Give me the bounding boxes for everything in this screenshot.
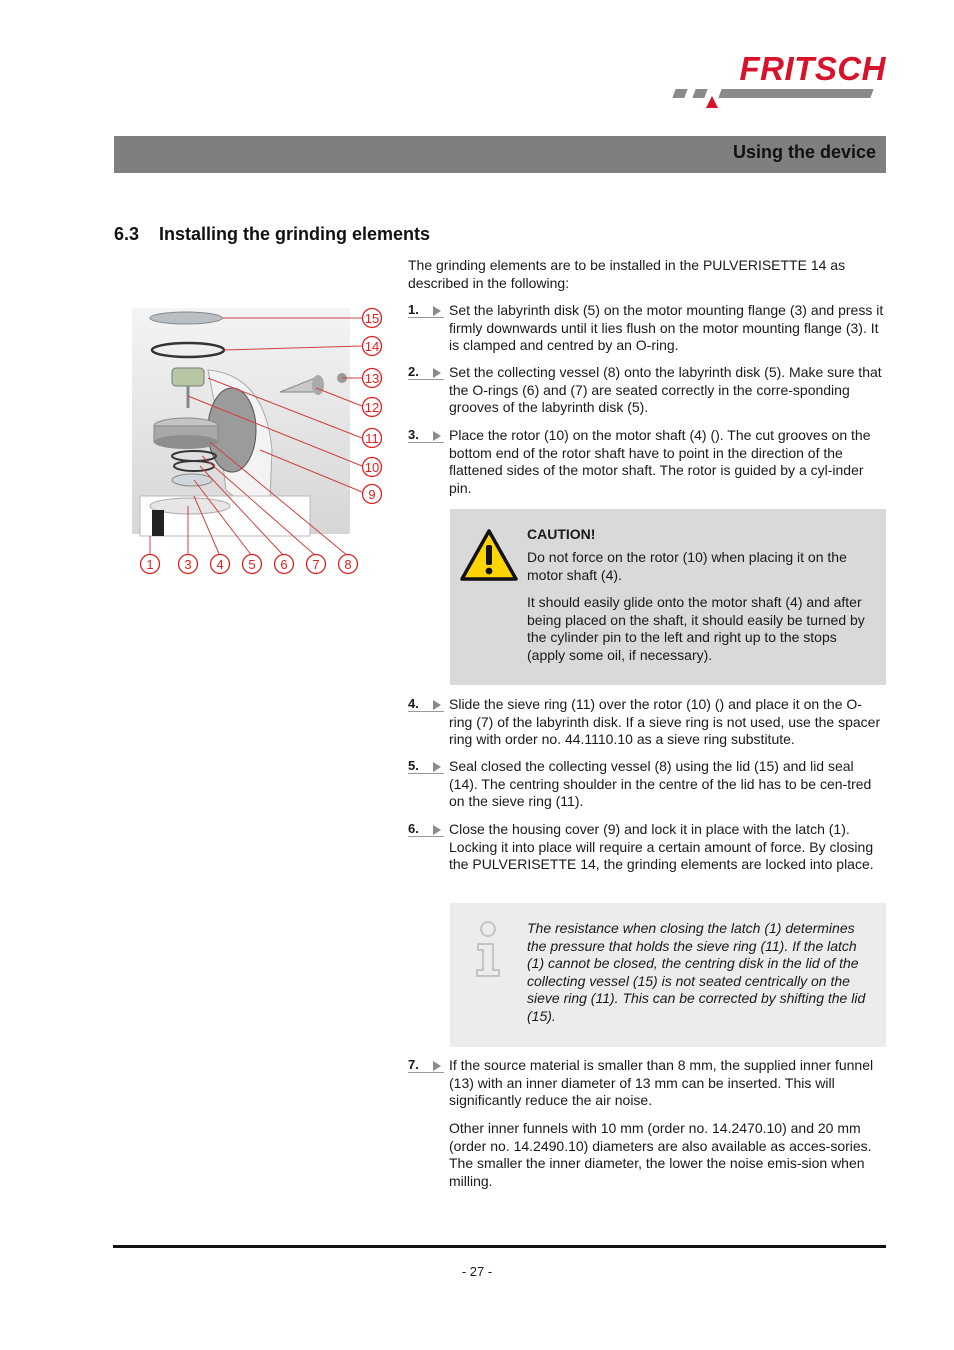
step-arrow-icon <box>433 431 441 441</box>
step-arrow-icon <box>433 368 441 378</box>
logo-bar-3 <box>718 89 873 98</box>
step-4 <box>408 696 886 750</box>
step-number: 3. <box>408 427 444 443</box>
step-number: 4. <box>408 696 444 712</box>
fritsch-logo <box>668 52 890 112</box>
callouts-right <box>363 309 382 504</box>
svg-text:3: 3 <box>184 557 192 572</box>
step-number: 1. <box>408 302 444 318</box>
svg-text:10: 10 <box>364 460 380 475</box>
svg-text:1: 1 <box>146 557 154 572</box>
callout-11 <box>363 429 382 448</box>
lid-part <box>150 312 222 324</box>
step-arrow-icon <box>433 825 441 835</box>
step-3 <box>408 427 886 499</box>
grinding-elements-figure <box>130 300 392 582</box>
funnel-mouth <box>312 375 324 395</box>
logo-wordmark: FRITSCH <box>739 50 886 87</box>
callout-8 <box>339 555 358 574</box>
section-title <box>114 224 430 245</box>
step-text: Seal closed the collecting vessel (8) using the lid (15) and lid seal (14). The centring shoulder in the centre of the lid has to be cen-tred on the sieve ring (11). <box>449 758 872 810</box>
warning-triangle-icon <box>459 528 519 582</box>
svg-text:5: 5 <box>248 557 256 572</box>
callout-10 <box>363 458 382 477</box>
caution-box <box>450 509 886 685</box>
step-arrow-icon <box>433 1061 441 1071</box>
step-2 <box>408 364 886 418</box>
step-text: Set the labyrinth disk (5) on the motor mounting flange (3) and press it firmly downwards until it lies flush on the motor mounting flange (3). It is clamped and centred by an O-ring. <box>449 302 884 354</box>
section-number: 6.3 <box>114 224 140 244</box>
step-number: 5. <box>408 758 444 774</box>
latch-part <box>152 510 164 536</box>
svg-text:6: 6 <box>280 557 288 572</box>
caution-paragraph-2: It should easily glide onto the motor shaft (4) and after being placed on the shaft, it should easily be turned by the cylinder pin to the left and right up to the stops (apply some oil, if necessary). <box>527 594 865 663</box>
caution-paragraph-1: Do not force on the rotor (10) when placing it on the motor shaft (4). <box>527 549 847 583</box>
svg-text:15: 15 <box>364 311 380 326</box>
step-extra-text: Other inner funnels with 10 mm (order no. 14.2470.10) and 20 mm (order no. 14.2490.10) diameters are also available as acces-sories. The smaller the inner diameter, the lower the noise emis-sion when milling. <box>449 1120 872 1189</box>
info-icon <box>472 920 504 978</box>
svg-text:7: 7 <box>312 557 320 572</box>
callouts-bottom <box>141 555 358 574</box>
logo-bar-1 <box>672 89 687 98</box>
header-band <box>114 136 886 173</box>
step-7 <box>408 1057 886 1192</box>
callout-5 <box>243 555 262 574</box>
svg-text:8: 8 <box>344 557 352 572</box>
step-6 <box>408 821 886 893</box>
svg-text:9: 9 <box>368 487 376 502</box>
intro-paragraph: The grinding elements are to be installed in the PULVERISETTE 14 as described in the following: <box>408 257 846 291</box>
callout-4 <box>211 555 230 574</box>
callout-15 <box>363 309 382 328</box>
step-number: 2. <box>408 364 444 380</box>
svg-text:12: 12 <box>364 400 380 415</box>
callout-3 <box>179 555 198 574</box>
callout-13 <box>363 369 382 388</box>
callout-7 <box>307 555 326 574</box>
step-text: Place the rotor (10) on the motor shaft (4) (). The cut grooves on the bottom end of the rotor shaft have to point in the direction of the flattened sides of the motor shaft. The rotor is guided by a cyl-inder pin. <box>449 427 871 496</box>
section-heading: Installing the grinding elements <box>159 224 431 244</box>
caution-title: CAUTION! <box>527 526 596 542</box>
step-arrow-icon <box>433 700 441 710</box>
callout-14 <box>363 337 382 356</box>
callout-12 <box>363 398 382 417</box>
footer-rule <box>113 1245 886 1248</box>
callout-6 <box>275 555 294 574</box>
info-text: The resistance when closing the latch (1) determines the pressure that holds the sieve ring (11). If the latch (1) cannot be closed, the centring disk in the lid of the collecting vessel (15) is not seated centrically on the sieve ring (11). This can be corrected by shifting the lid (15). <box>527 920 866 1024</box>
step-text: Set the collecting vessel (8) onto the labyrinth disk (5). Make sure that the O-rings (6) and (7) are seated correctly in the corre-sponding grooves of the labyrinth disk (5). <box>449 364 882 416</box>
logo-triangle <box>706 96 718 108</box>
svg-text:4: 4 <box>216 557 224 572</box>
step-arrow-icon <box>433 306 441 316</box>
header-title: Using the device <box>732 142 876 162</box>
page-number: - 27 - <box>461 1264 493 1279</box>
rotor-part <box>172 368 204 386</box>
labyrinth-disk-part <box>172 474 212 486</box>
svg-text:14: 14 <box>364 339 380 354</box>
callout-1 <box>141 555 160 574</box>
step-5 <box>408 758 886 812</box>
step-1 <box>408 302 886 356</box>
collecting-vessel-bottom <box>154 435 218 449</box>
step-arrow-icon <box>433 762 441 772</box>
callout-9 <box>363 485 382 504</box>
step-number: 7. <box>408 1057 444 1073</box>
step-text: Close the housing cover (9) and lock it in place with the latch (1). Locking it into place will require a certain amount of force. By closing the PULVERISETTE 14, the grinding elements are locked into place. <box>449 821 874 873</box>
info-box <box>450 903 886 1047</box>
svg-text:11: 11 <box>365 431 379 446</box>
step-text: Slide the sieve ring (11) over the rotor (10) () and place it on the O-ring (7) of the labyrinth disk. If a sieve ring is not used, use the spacer ring with order no. 44.1110.10 as a sieve ring substitute. <box>449 696 881 748</box>
svg-text:13: 13 <box>364 371 380 386</box>
step-number: 6. <box>408 821 444 837</box>
step-text: If the source material is smaller than 8 mm, the supplied inner funnel (13) with an inner diameter of 13 mm can be inserted. This will significantly reduce the air noise. <box>449 1057 874 1109</box>
